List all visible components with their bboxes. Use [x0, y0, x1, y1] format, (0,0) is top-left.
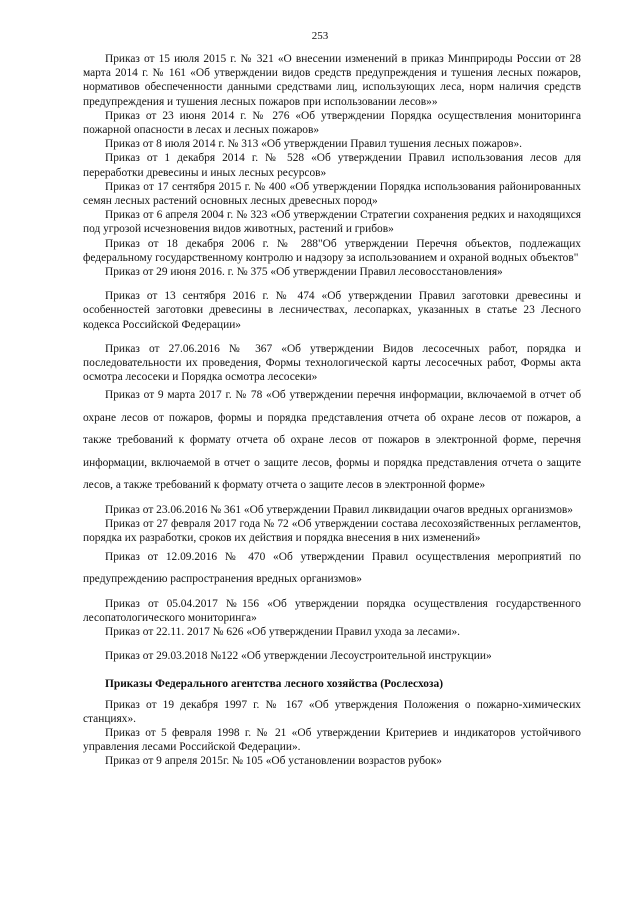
order-361: Приказ от 23.06.2016 № 361 «Об утверждении Правил ликвидации очагов вредных организмов» — [105, 503, 574, 516]
order-626: Приказ от 22.11. 2017 № 626 «Об утверждении Правил ухода за лесами». — [105, 625, 461, 638]
order-21: Приказ от 5 февраля 1998 г. № 21 «Об утверждении Критериев и индикаторов устойчивого управления лесами Российской Федерации». — [83, 727, 581, 754]
section-heading: Приказы Федерального агентства лесного хозяйства (Рослесхоза) — [105, 678, 443, 691]
order-375: Приказ от 29 июня 2016. г. № 375 «Об утверждении Правил лесовосстановления» — [105, 266, 503, 279]
order-122: Приказ от 29.03.2018 №122 «Об утверждении Лесоустроительной инструкции» — [105, 650, 492, 663]
order-470: Приказ от 12.09.2016 № 470 «Об утверждении Правил осуществления мероприятий по предупреждению распространения вредных организмов» — [83, 550, 581, 586]
order-367: Приказ от 27.06.2016 № 367 «Об утверждении Видов лесосечных работ, порядка и последовательности их проведения, Формы технологической карты лесосечных работ, Формы акта осмотра лесосеки и Порядка осмотра лесосеки» — [83, 342, 581, 384]
order-400: Приказ от 17 сентября 2015 г. № 400 «Об утверждении Порядка использования районированных семян лесных растений основных лесных древесных пород» — [83, 180, 581, 208]
order-313: Приказ от 8 июля 2014 г. № 313 «Об утверждении Правил тушения лесных пожаров». — [105, 138, 523, 151]
order-323: Приказ от 6 апреля 2004 г. № 323 «Об утверждении Стратегии сохранения редких и находящихся под угрозой исчезновения видов животных, растений и грибов» — [83, 209, 581, 236]
order-72: Приказ от 27 февраля 2017 года № 72 «Об утверждении состава лесохозяйственных регламентов, порядка их разработки, сроков их действия и порядка внесения в них изменений» — [83, 518, 581, 545]
order-156: Приказ от 05.04.2017 №156 «Об утверждении порядка осуществления государственного лесопатологического мониторинга» — [83, 597, 581, 624]
order-105: Приказ от 9 апреля 2015г. № 105 «Об установлении возрастов рубок» — [105, 755, 442, 768]
document-body — [83, 52, 581, 769]
order-167: Приказ от 19 декабря 1997 г. № 167 «Об утверждения Положения о пожарно-химических станциях». — [83, 698, 581, 725]
order-321: Приказ от 15 июля 2015 г. № 321 «О внесении изменений в приказ Минприроды России от 28 марта 2014 г. № 161 «Об утверждении видов средств предупреждения и тушения лесных пожаров, нормативов обеспеченности данными средствами лиц, использующих леса, норм наличия средств предупреждения и тушения лесных пожаров при использовании лесов»» — [83, 53, 581, 108]
order-276: Приказ от 23 июня 2014 г. № 276 «Об утверждении Порядка осуществления мониторинга пожарной опасности в лесах и лесных пожаров» — [83, 109, 581, 137]
page-number: 253 — [311, 30, 329, 42]
order-288: Приказ от 18 декабря 2006 г. № 288"Об утверждении Перечня объектов, подлежащих федеральному государственному контролю и надзору за использованием и охраной водных объектов" — [83, 237, 581, 264]
order-474: Приказ от 13 сентября 2016 г. № 474 «Об утверждении Правил заготовки древесины и особенностей заготовки древесины в лесничествах, лесопарках, указанных в статье 23 Лесного кодекса Российской Федерации» — [83, 290, 581, 331]
order-78: Приказ от 9 марта 2017 г. № 78 «Об утверждении перечня информации, включаемой в отчет об охране лесов от пожаров, формы и порядка представления отчета об охране лесов от пожаров, а также требований к формату отчета об охране лесов от пожаров в электронной форме, перечня информации, включаемой в отчет о защите лесов, формы и порядка представления отчета о защите лесов, а также требований к формату отчета о защите лесов в электронной форме» — [83, 389, 581, 492]
order-528: Приказ от 1 декабря 2014 г. № 528 «Об утверждении Правил использования лесов для переработки древесины и иных лесных ресурсов» — [83, 152, 581, 179]
